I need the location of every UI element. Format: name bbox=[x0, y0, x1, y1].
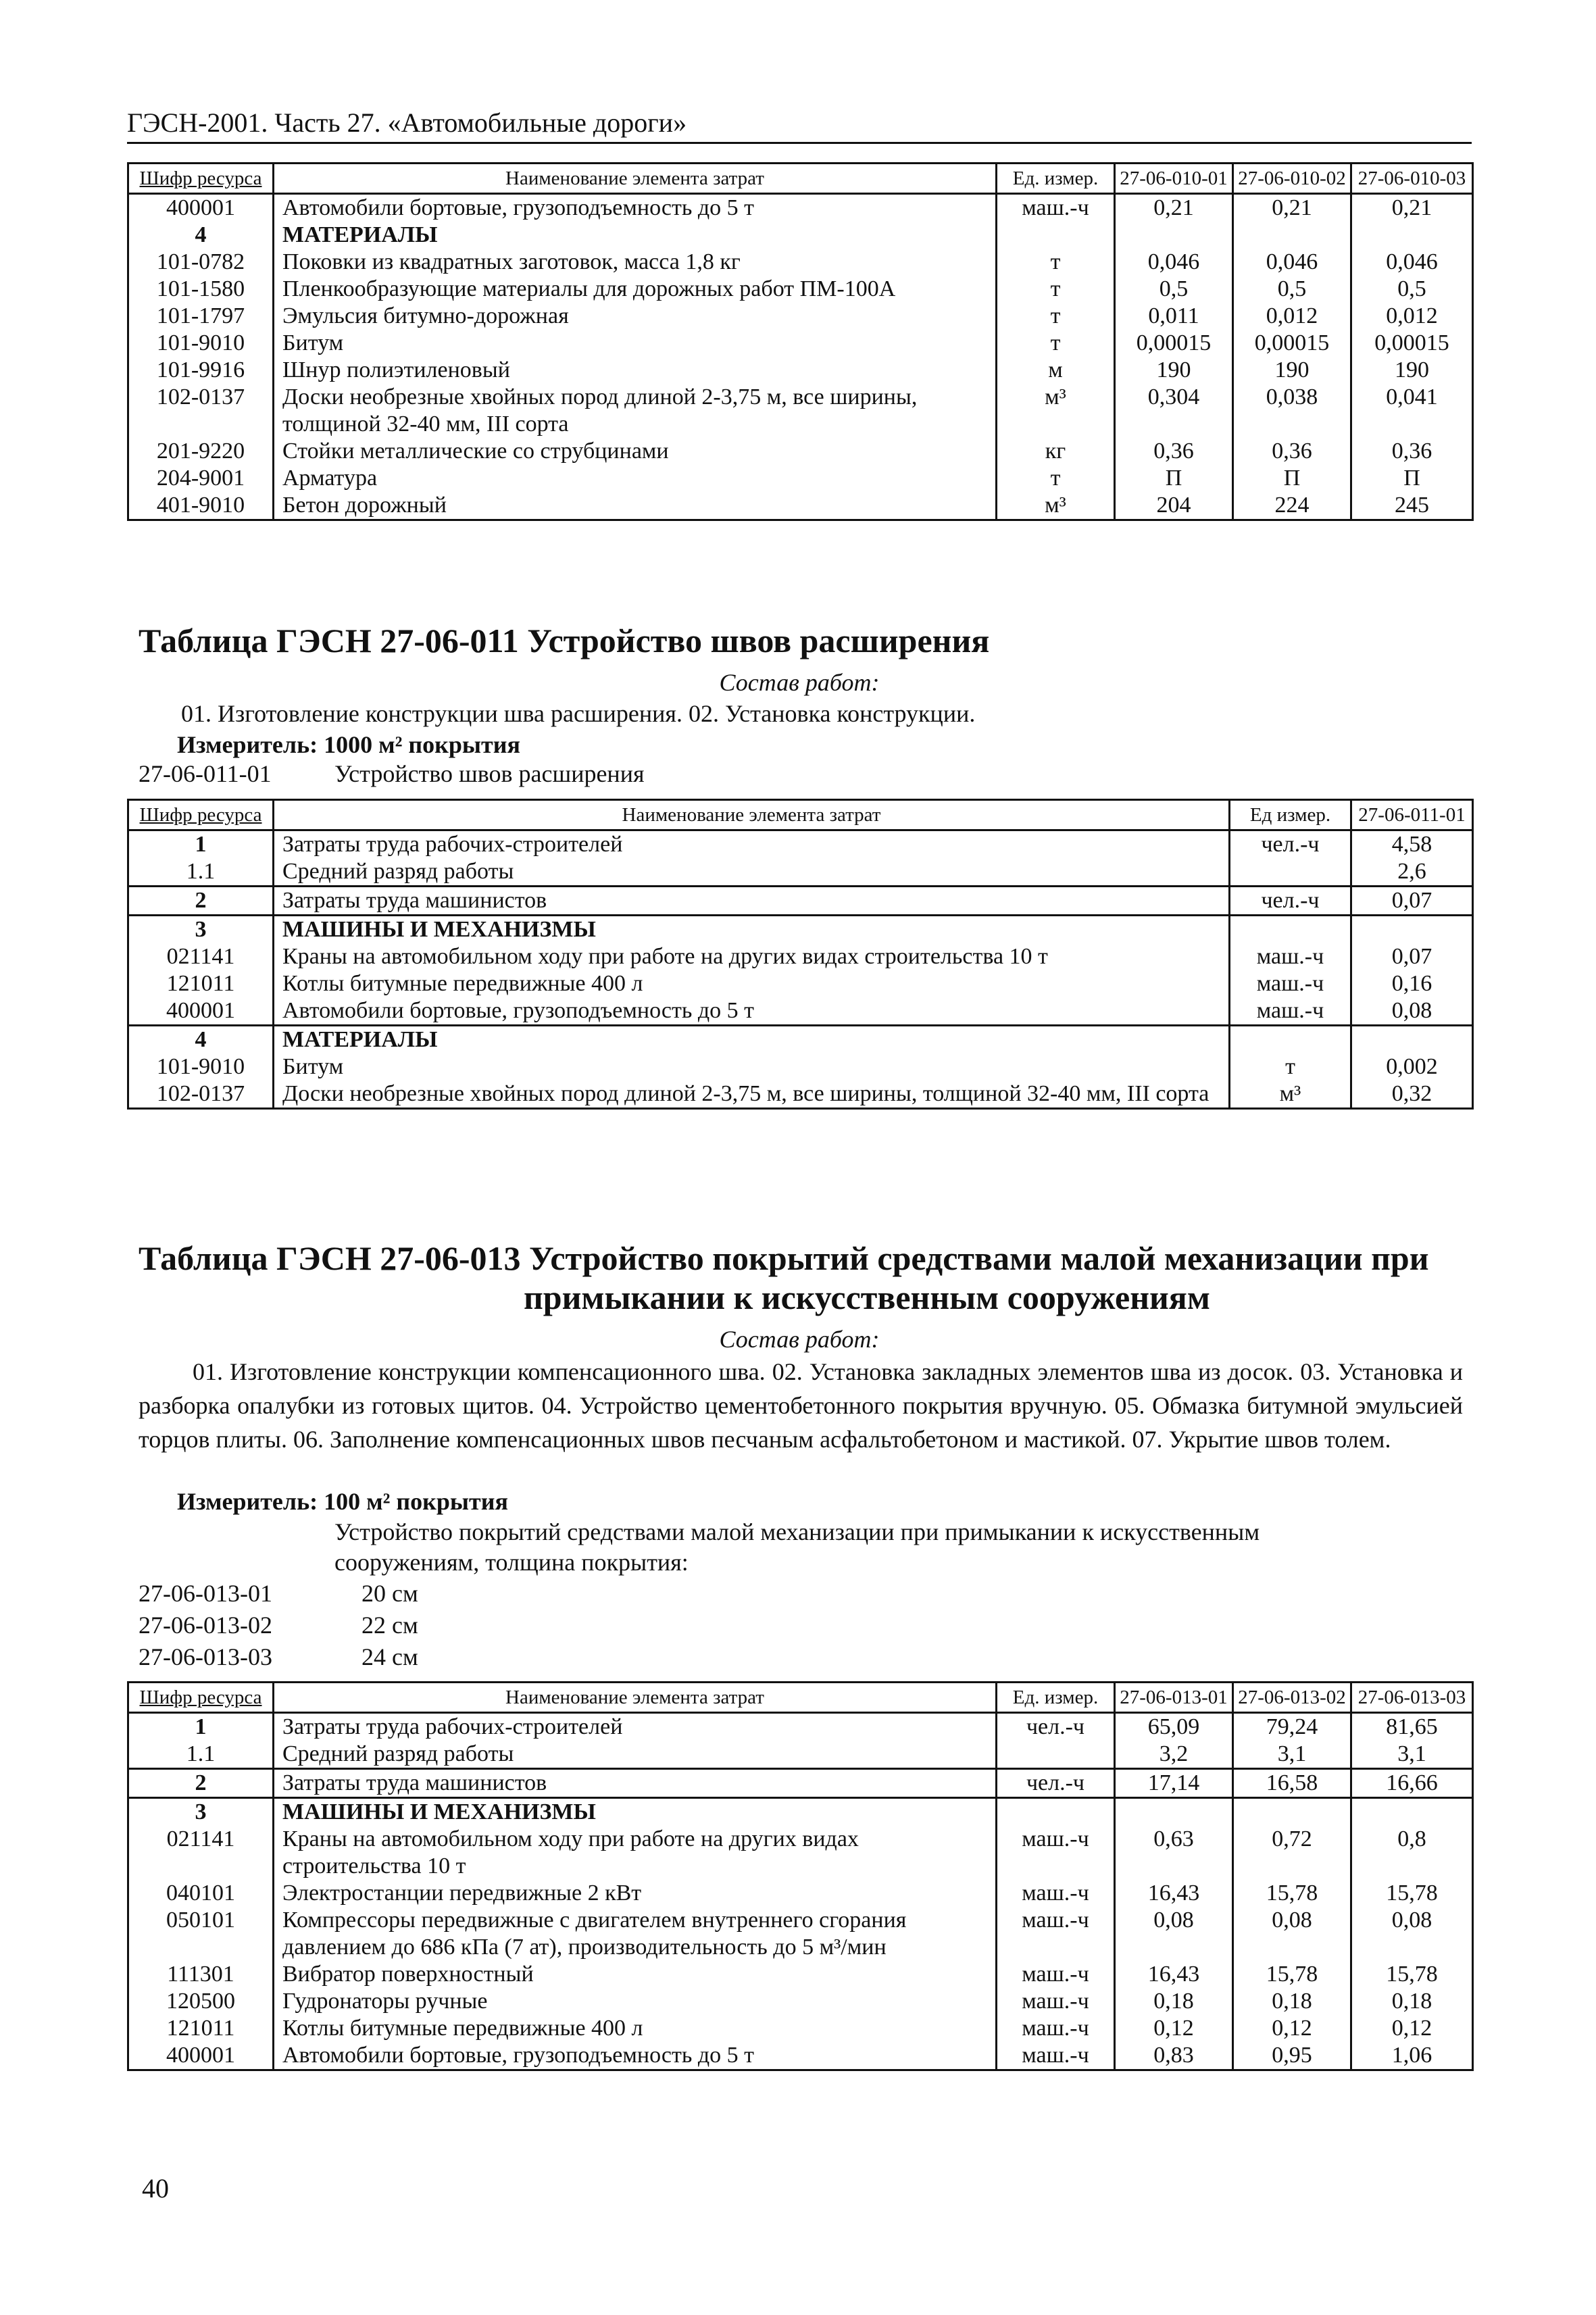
table-row bbox=[128, 222, 1473, 249]
unit-cell: маш.-ч bbox=[997, 1907, 1115, 1961]
value-cell bbox=[1351, 1026, 1473, 1054]
value-cell: 190 bbox=[1233, 357, 1351, 384]
value-cell: 0,00015 bbox=[1115, 330, 1233, 357]
value-cell: П bbox=[1115, 465, 1233, 492]
table-row bbox=[128, 384, 1473, 438]
resource-code: 101-0782 bbox=[128, 249, 274, 276]
value-cell: 0,12 bbox=[1115, 2015, 1233, 2042]
resource-name: Битум bbox=[274, 1053, 1230, 1080]
unit-cell: чел.-ч bbox=[1230, 887, 1351, 916]
value-cell: 245 bbox=[1351, 492, 1473, 520]
unit-cell: маш.-ч bbox=[997, 194, 1115, 222]
resource-code: 201-9220 bbox=[128, 438, 274, 465]
value-cell bbox=[1233, 1798, 1351, 1826]
table-row bbox=[128, 858, 1473, 887]
value-cell: 65,09 bbox=[1115, 1713, 1233, 1741]
meter-label: Измеритель: 100 м² покрытия bbox=[177, 1488, 508, 1515]
value-cell: П bbox=[1233, 465, 1351, 492]
resource-code: 204-9001 bbox=[128, 465, 274, 492]
resource-code: 400001 bbox=[128, 997, 274, 1026]
value-cell: 0,046 bbox=[1351, 249, 1473, 276]
unit-cell: т bbox=[997, 249, 1115, 276]
resource-name: Стойки металлические со струбцинами bbox=[274, 438, 997, 465]
page-number: 40 bbox=[142, 2173, 169, 2204]
subitem-intro: Устройство покрытий средствами малой механизации при примыкании к искусственным bbox=[334, 1518, 1260, 1545]
table-row bbox=[128, 357, 1473, 384]
table-row bbox=[128, 438, 1473, 465]
unit-cell: чел.-ч bbox=[997, 1769, 1115, 1798]
unit-cell bbox=[1230, 916, 1351, 944]
value-cell: 0,18 bbox=[1233, 1988, 1351, 2015]
value-cell: 0,36 bbox=[1115, 438, 1233, 465]
value-cell: 0,07 bbox=[1351, 943, 1473, 970]
col-header-variant: 27-06-013-01 bbox=[1115, 1683, 1233, 1713]
resource-code: 1.1 bbox=[128, 1741, 274, 1769]
unit-cell: маш.-ч bbox=[997, 2042, 1115, 2070]
unit-cell: маш.-ч bbox=[997, 2015, 1115, 2042]
resource-name: МАШИНЫ И МЕХАНИЗМЫ bbox=[274, 916, 1230, 944]
resource-name: Котлы битумные передвижные 400 л bbox=[274, 2015, 997, 2042]
resource-name: Краны на автомобильном ходу при работе на других видах строительства 10 т bbox=[274, 1826, 997, 1880]
table-row bbox=[128, 1080, 1473, 1109]
subitem-row bbox=[139, 758, 645, 789]
unit-cell: т bbox=[997, 276, 1115, 303]
value-cell bbox=[1115, 222, 1233, 249]
unit-cell: чел.-ч bbox=[997, 1713, 1115, 1741]
value-cell: 0,36 bbox=[1351, 438, 1473, 465]
value-cell: 190 bbox=[1115, 357, 1233, 384]
value-cell: 0,011 bbox=[1115, 303, 1233, 330]
resource-code: 401-9010 bbox=[128, 492, 274, 520]
resource-code: 3 bbox=[128, 916, 274, 944]
resource-code: 4 bbox=[128, 1026, 274, 1054]
value-cell: 0,012 bbox=[1351, 303, 1473, 330]
table-row bbox=[128, 276, 1473, 303]
resource-name: Затраты труда рабочих-строителей bbox=[274, 1713, 997, 1741]
unit-cell: маш.-ч bbox=[1230, 943, 1351, 970]
subitem-name: 24 см bbox=[361, 1643, 418, 1670]
value-cell: 0,18 bbox=[1351, 1988, 1473, 2015]
resource-name: Эмульсия битумно-дорожная bbox=[274, 303, 997, 330]
value-cell: 0,5 bbox=[1115, 276, 1233, 303]
value-cell: 0,08 bbox=[1115, 1907, 1233, 1961]
table-row bbox=[128, 1907, 1473, 1961]
value-cell: 0,21 bbox=[1351, 194, 1473, 222]
resource-code: 021141 bbox=[128, 1826, 274, 1880]
value-cell: 15,78 bbox=[1233, 1961, 1351, 1988]
resource-code: 050101 bbox=[128, 1907, 274, 1961]
subitem-name: 22 см bbox=[361, 1612, 418, 1639]
value-cell: 0,002 bbox=[1351, 1053, 1473, 1080]
table-row bbox=[128, 1769, 1473, 1798]
value-cell bbox=[1233, 222, 1351, 249]
resource-code: 021141 bbox=[128, 943, 274, 970]
col-header-name: Наименование элемента затрат bbox=[274, 800, 1230, 830]
col-header-code: Шифр ресурса bbox=[128, 800, 274, 830]
resource-name: Битум bbox=[274, 330, 997, 357]
table-row bbox=[128, 194, 1473, 222]
resource-name: Бетон дорожный bbox=[274, 492, 997, 520]
table-row bbox=[128, 997, 1473, 1026]
value-cell: 3,1 bbox=[1233, 1741, 1351, 1769]
unit-cell bbox=[997, 222, 1115, 249]
resource-name: Автомобили бортовые, грузоподъемность до 5 т bbox=[274, 2042, 997, 2070]
subitem-name: Устройство швов расширения bbox=[334, 760, 645, 787]
resource-code: 121011 bbox=[128, 970, 274, 997]
subitem-code: 27-06-013-03 bbox=[139, 1643, 272, 1670]
works-description: 01. Изготовление конструкции компенсационного шва. 02. Установка закладных элементов шва из досок. 03. Установка и разборка опалубки из готовых щитов. 04. Устройство цементобетонного покрытия вручную. 05. Обмазка битумной эмульсией торцов плиты. 06. Заполнение компенсационных швов песчаным асфальтобетоном и мастикой. 07. Укрытие швов толем. bbox=[139, 1358, 1463, 1453]
value-cell: 0,18 bbox=[1115, 1988, 1233, 2015]
value-cell: 0,046 bbox=[1115, 249, 1233, 276]
value-cell: 81,65 bbox=[1351, 1713, 1473, 1741]
value-cell bbox=[1115, 1798, 1233, 1826]
col-header-name: Наименование элемента затрат bbox=[274, 1683, 997, 1713]
table-row bbox=[128, 1826, 1473, 1880]
table-row bbox=[128, 1026, 1473, 1054]
table-row bbox=[128, 943, 1473, 970]
resource-code: 400001 bbox=[128, 2042, 274, 2070]
resource-name: Доски необрезные хвойных пород длиной 2-3,75 м, все ширины, толщиной 32-40 мм, III сорта bbox=[274, 1080, 1230, 1109]
unit-cell: чел.-ч bbox=[1230, 830, 1351, 859]
resource-name: МАТЕРИАЛЫ bbox=[274, 1026, 1230, 1054]
resource-code: 3 bbox=[128, 1798, 274, 1826]
value-cell: 0,12 bbox=[1233, 2015, 1351, 2042]
resource-name: МАТЕРИАЛЫ bbox=[274, 222, 997, 249]
subitem-intro: сооружениям, толщина покрытия: bbox=[334, 1549, 689, 1576]
unit-cell: маш.-ч bbox=[1230, 997, 1351, 1026]
resource-code: 040101 bbox=[128, 1880, 274, 1907]
unit-cell: м bbox=[997, 357, 1115, 384]
col-header-variant: 27-06-010-03 bbox=[1351, 164, 1473, 194]
value-cell bbox=[1351, 916, 1473, 944]
table-27-06-010 bbox=[127, 162, 1474, 521]
unit-cell bbox=[997, 1798, 1115, 1826]
unit-cell: м³ bbox=[997, 492, 1115, 520]
meter-label: Измеритель: 1000 м² покрытия bbox=[177, 731, 520, 758]
resource-code: 2 bbox=[128, 887, 274, 916]
table-row bbox=[128, 1880, 1473, 1907]
value-cell bbox=[1351, 1798, 1473, 1826]
section-title-27-06-013: Таблица ГЭСН 27-06-013 Устройство покрытий средствами малой механизации при bbox=[139, 1239, 1429, 1277]
section-title-27-06-013-line2: примыкании к искусственным сооружениям bbox=[524, 1278, 1210, 1316]
value-cell: 0,08 bbox=[1351, 1907, 1473, 1961]
value-cell: 16,66 bbox=[1351, 1769, 1473, 1798]
table-row bbox=[128, 465, 1473, 492]
value-cell: 0,32 bbox=[1351, 1080, 1473, 1109]
value-cell: 0,08 bbox=[1351, 997, 1473, 1026]
table-row bbox=[128, 330, 1473, 357]
col-header-unit: Ед измер. bbox=[1230, 800, 1351, 830]
resource-code: 121011 bbox=[128, 2015, 274, 2042]
value-cell: 0,95 bbox=[1233, 2042, 1351, 2070]
value-cell: 1,06 bbox=[1351, 2042, 1473, 2070]
resource-code: 101-1797 bbox=[128, 303, 274, 330]
value-cell: 3,1 bbox=[1351, 1741, 1473, 1769]
resource-code: 1 bbox=[128, 1713, 274, 1741]
value-cell: 17,14 bbox=[1115, 1769, 1233, 1798]
unit-cell: т bbox=[997, 330, 1115, 357]
value-cell: 15,78 bbox=[1351, 1880, 1473, 1907]
value-cell: 0,5 bbox=[1351, 276, 1473, 303]
value-cell: 204 bbox=[1115, 492, 1233, 520]
page-header: ГЭСН-2001. Часть 27. «Автомобильные дороги» bbox=[127, 107, 1472, 144]
resource-name: Компрессоры передвижные с двигателем внутреннего сгорания давлением до 686 кПа (7 ат), производительность до 5 м³/мин bbox=[274, 1907, 997, 1961]
value-cell: 0,36 bbox=[1233, 438, 1351, 465]
col-header-variant: 27-06-011-01 bbox=[1351, 800, 1473, 830]
value-cell: 190 bbox=[1351, 357, 1473, 384]
subitem-name: 20 см bbox=[361, 1580, 418, 1607]
unit-cell: маш.-ч bbox=[997, 1988, 1115, 2015]
value-cell: 0,63 bbox=[1115, 1826, 1233, 1880]
value-cell: 16,43 bbox=[1115, 1880, 1233, 1907]
resource-code: 4 bbox=[128, 222, 274, 249]
resource-name: МАШИНЫ И МЕХАНИЗМЫ bbox=[274, 1798, 997, 1826]
value-cell: 0,304 bbox=[1115, 384, 1233, 438]
resource-code: 101-9010 bbox=[128, 330, 274, 357]
table-row bbox=[128, 1798, 1473, 1826]
resource-name: Поковки из квадратных заготовок, масса 1,8 кг bbox=[274, 249, 997, 276]
unit-cell bbox=[1230, 1026, 1351, 1054]
unit-cell: т bbox=[997, 465, 1115, 492]
resource-name: Краны на автомобильном ходу при работе на других видах строительства 10 т bbox=[274, 943, 1230, 970]
resource-code: 111301 bbox=[128, 1961, 274, 1988]
resource-name: Пленкообразующие материалы для дорожных работ ПМ-100А bbox=[274, 276, 997, 303]
unit-cell: маш.-ч bbox=[997, 1961, 1115, 1988]
resource-name: Шнур полиэтиленовый bbox=[274, 357, 997, 384]
table-row bbox=[128, 970, 1473, 997]
resource-code: 2 bbox=[128, 1769, 274, 1798]
table-row bbox=[128, 2042, 1473, 2070]
resource-name: Арматура bbox=[274, 465, 997, 492]
value-cell: 0,038 bbox=[1233, 384, 1351, 438]
col-header-variant: 27-06-013-02 bbox=[1233, 1683, 1351, 1713]
resource-code: 101-9916 bbox=[128, 357, 274, 384]
table-row bbox=[128, 492, 1473, 520]
resource-name: Затраты труда машинистов bbox=[274, 1769, 997, 1798]
unit-cell: маш.-ч bbox=[1230, 970, 1351, 997]
resource-name: Затраты труда машинистов bbox=[274, 887, 1230, 916]
section-title-27-06-011: Таблица ГЭСН 27-06-011 Устройство швов расширения bbox=[139, 622, 990, 659]
value-cell: 2,6 bbox=[1351, 858, 1473, 887]
col-header-variant: 27-06-010-01 bbox=[1115, 164, 1233, 194]
resource-name: Автомобили бортовые, грузоподъемность до 5 т bbox=[274, 194, 997, 222]
table-27-06-011 bbox=[127, 799, 1474, 1110]
unit-cell: м³ bbox=[997, 384, 1115, 438]
subitem-code: 27-06-013-02 bbox=[139, 1612, 272, 1639]
value-cell: 15,78 bbox=[1351, 1961, 1473, 1988]
col-header-variant: 27-06-013-03 bbox=[1351, 1683, 1473, 1713]
unit-cell: т bbox=[997, 303, 1115, 330]
table-row bbox=[128, 1053, 1473, 1080]
table-row bbox=[128, 830, 1473, 859]
col-header-variant: 27-06-010-02 bbox=[1233, 164, 1351, 194]
resource-code: 101-1580 bbox=[128, 276, 274, 303]
resource-code: 102-0137 bbox=[128, 384, 274, 438]
value-cell: 16,58 bbox=[1233, 1769, 1351, 1798]
col-header-unit: Ед. измер. bbox=[997, 164, 1115, 194]
resource-name: Котлы битумные передвижные 400 л bbox=[274, 970, 1230, 997]
table-row bbox=[128, 2015, 1473, 2042]
unit-cell bbox=[1230, 858, 1351, 887]
value-cell: 0,00015 bbox=[1351, 330, 1473, 357]
resource-code: 1.1 bbox=[128, 858, 274, 887]
unit-cell: кг bbox=[997, 438, 1115, 465]
resource-name: Автомобили бортовые, грузоподъемность до 5 т bbox=[274, 997, 1230, 1026]
unit-cell: маш.-ч bbox=[997, 1826, 1115, 1880]
unit-cell: маш.-ч bbox=[997, 1880, 1115, 1907]
subitem-code: 27-06-011-01 bbox=[139, 760, 272, 787]
resource-name: Средний разряд работы bbox=[274, 1741, 997, 1769]
value-cell: 79,24 bbox=[1233, 1713, 1351, 1741]
unit-cell: м³ bbox=[1230, 1080, 1351, 1109]
value-cell: 0,21 bbox=[1115, 194, 1233, 222]
subitem-row bbox=[139, 1641, 418, 1672]
unit-cell: т bbox=[1230, 1053, 1351, 1080]
value-cell: 0,00015 bbox=[1233, 330, 1351, 357]
works-heading: Состав работ: bbox=[719, 669, 880, 696]
table-row bbox=[128, 916, 1473, 944]
value-cell: 0,046 bbox=[1233, 249, 1351, 276]
value-cell: 3,2 bbox=[1115, 1741, 1233, 1769]
resource-name: Гудронаторы ручные bbox=[274, 1988, 997, 2015]
value-cell: 224 bbox=[1233, 492, 1351, 520]
table-row bbox=[128, 303, 1473, 330]
resource-name: Доски необрезные хвойных пород длиной 2-3,75 м, все ширины, толщиной 32-40 мм, III сорта bbox=[274, 384, 997, 438]
resource-name: Средний разряд работы bbox=[274, 858, 1230, 887]
value-cell bbox=[1351, 222, 1473, 249]
unit-cell bbox=[997, 1741, 1115, 1769]
resource-name: Затраты труда рабочих-строителей bbox=[274, 830, 1230, 859]
value-cell: 0,07 bbox=[1351, 887, 1473, 916]
value-cell: 0,72 bbox=[1233, 1826, 1351, 1880]
value-cell: 4,58 bbox=[1351, 830, 1473, 859]
value-cell: 0,16 bbox=[1351, 970, 1473, 997]
table-row bbox=[128, 887, 1473, 916]
col-header-code: Шифр ресурса bbox=[128, 164, 274, 194]
resource-name: Вибратор поверхностный bbox=[274, 1961, 997, 1988]
value-cell: П bbox=[1351, 465, 1473, 492]
resource-code: 102-0137 bbox=[128, 1080, 274, 1109]
col-header-unit: Ед. измер. bbox=[997, 1683, 1115, 1713]
value-cell: 0,041 bbox=[1351, 384, 1473, 438]
table-row bbox=[128, 1741, 1473, 1769]
value-cell: 16,43 bbox=[1115, 1961, 1233, 1988]
value-cell: 0,83 bbox=[1115, 2042, 1233, 2070]
works-heading: Состав работ: bbox=[719, 1326, 880, 1353]
col-header-code: Шифр ресурса bbox=[128, 1683, 274, 1713]
resource-code: 101-9010 bbox=[128, 1053, 274, 1080]
table-row bbox=[128, 1713, 1473, 1741]
value-cell: 0,12 bbox=[1351, 2015, 1473, 2042]
value-cell: 0,08 bbox=[1233, 1907, 1351, 1961]
works-description: 01. Изготовление конструкции шва расширения. 02. Установка конструкции. bbox=[181, 700, 976, 727]
table-row bbox=[128, 1961, 1473, 1988]
value-cell: 15,78 bbox=[1233, 1880, 1351, 1907]
value-cell: 0,012 bbox=[1233, 303, 1351, 330]
value-cell: 0,5 bbox=[1233, 276, 1351, 303]
resource-code: 1 bbox=[128, 830, 274, 859]
table-27-06-013 bbox=[127, 1681, 1474, 2071]
resource-code: 400001 bbox=[128, 194, 274, 222]
subitem-code: 27-06-013-01 bbox=[139, 1580, 272, 1607]
subitem-row bbox=[139, 1610, 418, 1641]
col-header-name: Наименование элемента затрат bbox=[274, 164, 997, 194]
subitem-row bbox=[139, 1578, 418, 1609]
value-cell: 0,21 bbox=[1233, 194, 1351, 222]
resource-name: Электростанции передвижные 2 кВт bbox=[274, 1880, 997, 1907]
value-cell: 0,8 bbox=[1351, 1826, 1473, 1880]
resource-code: 120500 bbox=[128, 1988, 274, 2015]
table-row bbox=[128, 1988, 1473, 2015]
table-row bbox=[128, 249, 1473, 276]
